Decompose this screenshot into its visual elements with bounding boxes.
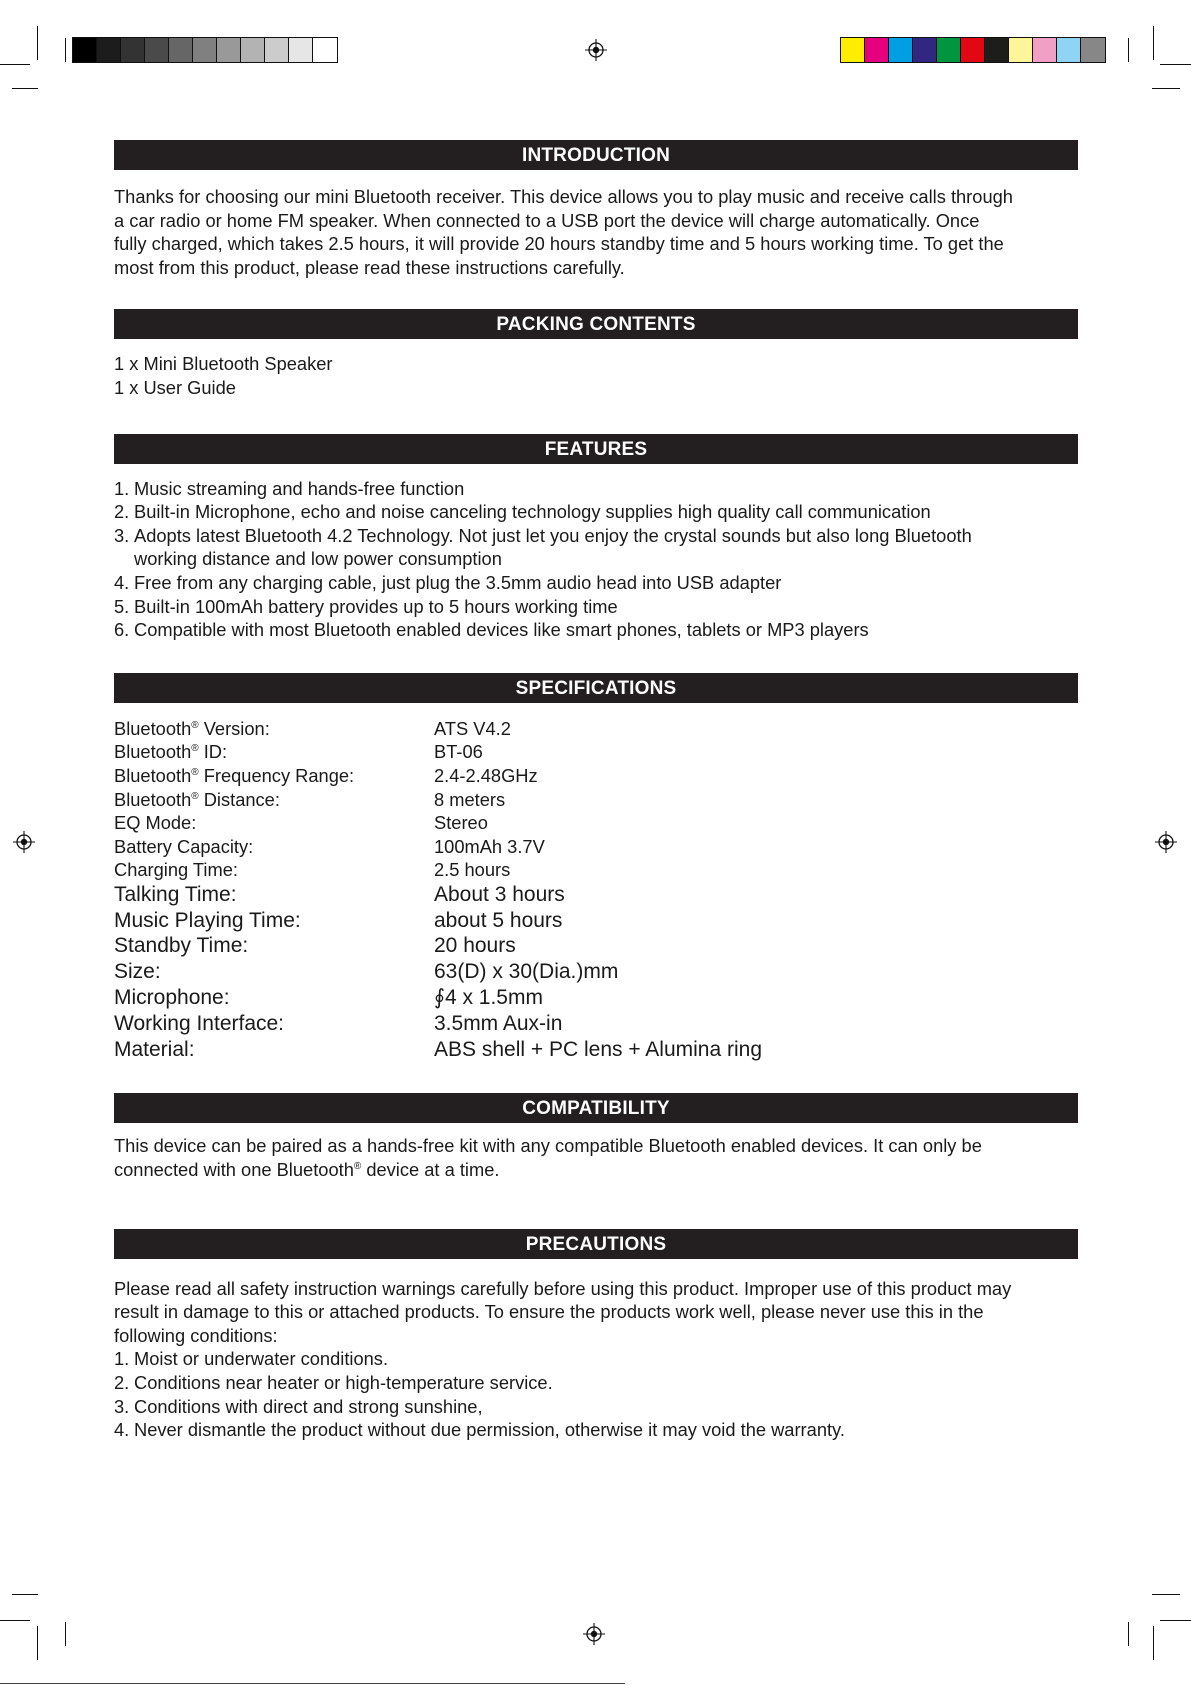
item-text: Built-in Microphone, echo and noise canceling technology supplies high quality call communication — [134, 501, 931, 523]
text-line: result in damage to this or attached products. To ensure the products work well, please never use this in the — [114, 1301, 984, 1323]
color-swatch — [1057, 38, 1081, 62]
registered-mark: ® — [191, 743, 199, 755]
color-swatch — [1033, 38, 1057, 62]
registration-mark-icon — [13, 831, 35, 853]
list-item: 1 x Mini Bluetooth Speaker — [114, 353, 333, 375]
section-heading-precautions: PRECAUTIONS — [114, 1229, 1078, 1259]
spec-value: 20 hours — [434, 934, 516, 958]
registered-mark: ® — [191, 790, 199, 802]
crop-mark — [0, 1620, 30, 1621]
item-text-continued: working distance and low power consumption — [134, 548, 502, 570]
list-item — [114, 1418, 1078, 1442]
spec-row — [114, 835, 762, 859]
specifications-table — [114, 717, 762, 1063]
spec-value: 2.5 hours — [434, 859, 511, 881]
spec-label: Standby Time: — [114, 934, 249, 958]
spec-label-text: Frequency Range: — [203, 764, 355, 786]
spec-row — [114, 882, 762, 908]
crop-mark — [37, 1626, 38, 1660]
item-number: 2. — [114, 1372, 130, 1394]
color-swatch — [169, 38, 193, 62]
spec-value: 8 meters — [434, 788, 506, 810]
color-swatch — [145, 38, 169, 62]
spec-label: Microphone: — [114, 986, 230, 1010]
crop-mark — [1153, 26, 1154, 60]
crop-mark — [1152, 1594, 1180, 1595]
spec-label — [114, 717, 434, 741]
text-line — [114, 1158, 1078, 1182]
manual-page — [114, 140, 1078, 1442]
section-heading-packing-contents: PACKING CONTENTS — [114, 309, 1078, 339]
packing-list — [114, 352, 1078, 399]
compatibility-paragraph — [114, 1134, 1078, 1181]
crop-mark — [65, 38, 66, 62]
spec-row — [114, 933, 762, 959]
spec-row — [114, 985, 762, 1011]
item-text: Conditions near heater or high-temperature service. — [134, 1372, 553, 1394]
spec-label-brand: Bluetooth — [114, 717, 192, 739]
spec-label: Size: — [114, 960, 161, 984]
spec-label — [114, 764, 434, 788]
color-swatch — [73, 38, 97, 62]
color-swatch — [1081, 38, 1105, 62]
registered-mark: ® — [353, 1161, 362, 1173]
spec-label-brand: Bluetooth — [114, 741, 192, 763]
list-item — [114, 477, 1078, 501]
registered-mark: ® — [191, 766, 199, 778]
precautions-paragraph — [114, 1277, 1078, 1348]
section-heading-specifications: SPECIFICATIONS — [114, 673, 1078, 703]
spec-value: ∮4 x 1.5mm — [434, 986, 543, 1010]
page-edge-line — [0, 1683, 625, 1684]
precautions-list — [114, 1347, 1078, 1441]
color-swatch — [313, 38, 337, 62]
intro-paragraph — [114, 185, 1078, 279]
spec-label: Music Playing Time: — [114, 908, 301, 932]
registration-mark-icon — [583, 1623, 605, 1645]
text-line: a car radio or home FM speaker. When connected to a USB port the device will charge automatically. Once — [114, 209, 980, 231]
color-swatch — [961, 38, 985, 62]
spec-label — [114, 740, 434, 764]
crop-mark — [1152, 88, 1180, 89]
spec-value: About 3 hours — [434, 882, 565, 906]
spec-row — [114, 858, 762, 882]
section-heading-compatibility: COMPATIBILITY — [114, 1093, 1078, 1123]
crop-mark — [0, 64, 30, 65]
item-number: 1. — [114, 477, 130, 499]
spec-value: ATS V4.2 — [434, 717, 511, 739]
spec-row — [114, 959, 762, 985]
item-text: Music streaming and hands-free function — [134, 477, 465, 499]
spec-label-text: Distance: — [203, 788, 280, 810]
spec-value: BT-06 — [434, 741, 483, 763]
crop-mark — [1128, 1622, 1129, 1646]
item-number: 1. — [114, 1348, 130, 1370]
list-item: 1 x User Guide — [114, 376, 236, 398]
crop-mark — [12, 1594, 38, 1595]
features-list — [114, 477, 1078, 642]
item-number: 6. — [114, 619, 130, 641]
spec-label-text: Version: — [203, 717, 270, 739]
item-number: 3. — [114, 1395, 130, 1417]
color-swatch — [865, 38, 889, 62]
text-line: fully charged, which takes 2.5 hours, it will provide 20 hours standby time and 5 hours working time. To get the — [114, 233, 1004, 255]
text-line: following conditions: — [114, 1324, 278, 1346]
spec-row — [114, 717, 762, 741]
spec-label-brand: Bluetooth — [114, 764, 192, 786]
item-number: 2. — [114, 501, 130, 523]
color-swatch — [937, 38, 961, 62]
list-item — [114, 571, 1078, 595]
list-item — [114, 1371, 1078, 1395]
item-text: Never dismantle the product without due permission, otherwise it may void the warranty. — [134, 1419, 845, 1441]
crop-mark — [1160, 64, 1191, 65]
registered-mark: ® — [191, 719, 199, 731]
color-swatch — [97, 38, 121, 62]
spec-label: EQ Mode: — [114, 812, 197, 834]
color-swatch — [841, 38, 865, 62]
registration-mark-icon — [1155, 831, 1177, 853]
list-item — [114, 595, 1078, 619]
spec-label-text: ID: — [203, 741, 228, 763]
crop-mark — [37, 26, 38, 60]
spec-label: Material: — [114, 1037, 195, 1061]
list-item — [114, 1347, 1078, 1371]
item-number: 5. — [114, 595, 130, 617]
spec-label: Working Interface: — [114, 1011, 285, 1035]
spec-value: about 5 hours — [434, 908, 563, 932]
text-fragment: connected with one Bluetooth — [114, 1159, 354, 1181]
spec-value: 63(D) x 30(Dia.)mm — [434, 960, 619, 984]
color-swatch — [241, 38, 265, 62]
text-line: Thanks for choosing our mini Bluetooth receiver. This device allows you to play music and receive calls through — [114, 186, 1013, 207]
spec-value: 100mAh 3.7V — [434, 835, 545, 857]
color-calibration-strip — [840, 37, 1106, 63]
spec-value: 2.4-2.48GHz — [434, 764, 538, 786]
registration-mark-icon — [585, 39, 607, 61]
spec-row — [114, 788, 762, 812]
color-swatch — [217, 38, 241, 62]
text-line: Please read all safety instruction warnings carefully before using this product. Improper use of this product may — [114, 1277, 1012, 1299]
color-swatch — [913, 38, 937, 62]
section-heading-introduction: INTRODUCTION — [114, 140, 1078, 170]
color-swatch — [889, 38, 913, 62]
color-swatch — [985, 38, 1009, 62]
spec-row — [114, 811, 762, 835]
crop-mark — [1128, 38, 1129, 62]
list-item — [114, 524, 1078, 571]
text-line: most from this product, please read these instructions carefully. — [114, 256, 625, 278]
spec-row — [114, 764, 762, 788]
color-swatch — [121, 38, 145, 62]
section-heading-features: FEATURES — [114, 434, 1078, 464]
item-text: Compatible with most Bluetooth enabled devices like smart phones, tablets or MP3 players — [134, 619, 869, 641]
item-number: 3. — [114, 524, 130, 546]
item-text: Moist or underwater conditions. — [134, 1348, 389, 1370]
list-item — [114, 618, 1078, 642]
spec-label-brand: Bluetooth — [114, 788, 192, 810]
text-line: This device can be paired as a hands-free kit with any compatible Bluetooth enabled devices. It can only be — [114, 1135, 982, 1157]
list-item — [114, 1395, 1078, 1419]
color-swatch — [265, 38, 289, 62]
spec-value: 3.5mm Aux-in — [434, 1011, 563, 1035]
spec-row — [114, 740, 762, 764]
item-text: Free from any charging cable, just plug the 3.5mm audio head into USB adapter — [134, 571, 782, 593]
spec-label: Battery Capacity: — [114, 835, 254, 857]
crop-mark — [1153, 1626, 1154, 1660]
spec-label — [114, 788, 434, 812]
spec-row — [114, 908, 762, 934]
grayscale-calibration-strip — [72, 37, 338, 63]
list-item — [114, 500, 1078, 524]
crop-mark — [12, 88, 38, 89]
crop-mark — [1160, 1620, 1191, 1621]
spec-value: ABS shell + PC lens + Alumina ring — [434, 1037, 763, 1061]
spec-label: Charging Time: — [114, 859, 238, 881]
spec-row — [114, 1037, 762, 1063]
spec-row — [114, 1011, 762, 1037]
color-swatch — [193, 38, 217, 62]
spec-value: Stereo — [434, 812, 488, 834]
color-swatch — [1009, 38, 1033, 62]
item-number: 4. — [114, 1419, 130, 1441]
spec-label: Talking Time: — [114, 882, 237, 906]
color-swatch — [289, 38, 313, 62]
item-number: 4. — [114, 571, 130, 593]
item-text: Conditions with direct and strong sunshine, — [134, 1395, 483, 1417]
item-text: Built-in 100mAh battery provides up to 5 hours working time — [134, 595, 618, 617]
item-text: Adopts latest Bluetooth 4.2 Technology. Not just let you enjoy the crystal sounds but also long Bluetooth — [134, 524, 972, 546]
crop-mark — [65, 1622, 66, 1646]
text-fragment: device at a time. — [361, 1159, 500, 1181]
